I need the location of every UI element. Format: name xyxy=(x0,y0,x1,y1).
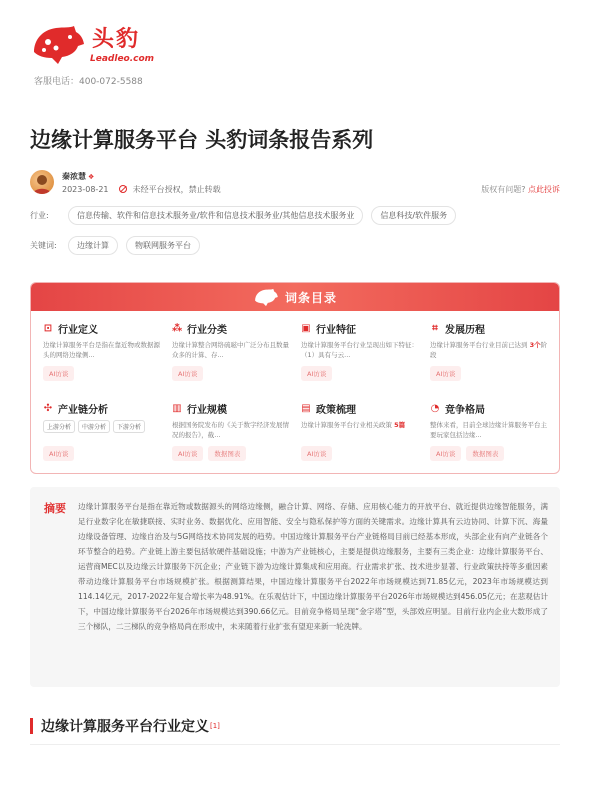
leopard-icon xyxy=(253,287,279,307)
ai-interview-button[interactable]: AI访谈 xyxy=(43,446,74,461)
history-icon: ⌗ xyxy=(432,323,438,334)
data-chart-button[interactable]: 数据图表 xyxy=(466,446,504,461)
copyright-text: 版权有问题? xyxy=(481,185,526,194)
chain-tag[interactable]: 下游分析 xyxy=(113,420,145,433)
publish-info xyxy=(62,184,221,195)
industry-label: 行业: xyxy=(30,211,49,220)
catalog-item-definition[interactable] xyxy=(43,321,164,393)
hotline: 客服电话：400-072-5588 xyxy=(34,77,143,87)
keywords-label: 关键词: xyxy=(30,241,57,250)
copyright-info xyxy=(481,184,560,195)
catalog-item-desc: 边缘计算服务平台是指在靠近物或数据源头的网络边缘侧... xyxy=(43,341,160,359)
data-chart-button[interactable]: 数据图表 xyxy=(208,446,246,461)
catalog-item-title: 政策梳理 xyxy=(316,405,356,416)
catalog-item-desc: 边缘计算服务平台行业呈现出如下特征：（1）具有与云... xyxy=(301,341,418,359)
section-divider xyxy=(30,744,560,745)
keyword-tag[interactable]: 边缘计算 xyxy=(68,236,118,255)
catalog-item-title: 行业特征 xyxy=(316,325,356,336)
catalog-panel xyxy=(30,282,560,474)
keywords-row xyxy=(30,236,208,255)
keyword-tag[interactable]: 物联网服务平台 xyxy=(126,236,200,255)
scale-icon: ▥ xyxy=(172,403,182,414)
ai-interview-button[interactable]: AI访谈 xyxy=(172,366,203,381)
catalog-item-feature[interactable] xyxy=(301,321,422,393)
feature-icon: ▣ xyxy=(301,323,311,334)
catalog-item-desc xyxy=(301,420,422,440)
catalog-title: 词条目录 xyxy=(284,290,337,305)
section-heading xyxy=(30,716,220,736)
catalog-item-title: 行业分类 xyxy=(187,325,227,336)
repost-notice: 未经平台授权，禁止转载 xyxy=(132,185,221,194)
catalog-item-title: 竞争格局 xyxy=(445,405,485,416)
catalog-item-competition[interactable] xyxy=(430,401,551,473)
catalog-item-desc-text: 边缘计算服务平台行业相关政策 xyxy=(301,421,395,429)
chain-tag[interactable]: 上游分析 xyxy=(43,420,75,433)
section-reference[interactable]: [1] xyxy=(210,722,220,730)
summary-box xyxy=(30,487,560,687)
catalog-item-policy[interactable] xyxy=(301,401,422,473)
definition-icon: ⊡ xyxy=(43,323,53,334)
ai-interview-button[interactable]: AI访谈 xyxy=(430,366,461,381)
chain-tags xyxy=(43,420,164,440)
catalog-item-title: 行业定义 xyxy=(58,325,98,336)
summary-text: 边缘计算服务平台是指在靠近物或数据源头的网络边缘侧，融合计算、网络、存储、应用核心能力的开放平台、就近提供边缘智能服务，满足行业数字化在敏捷联接、实时业务、数据优化、应用智能、安全与隐私保护等方面的关键需求。边缘计算具有云边协同、计算下沉、海量边缘设备管理、边缘自治及与5G网络技术协同发展的趋势。中国边缘计算服务平台产业链格局目前已经基本形成，头部企业有向产业链各个环节整合的趋势。产业链上游主要包括软硬件基础设施；中游为产业链核心，主要是提供边缘服务，主要有三类企业：边缘计算服务平台、运营商MEC以及边缘云计算服务下沉企业；产业链下游为边缘计算集成和应用商。行业需求扩张、技术进步显著、行业政策扶持等多重因素带动边缘计算服务平台市场规模扩张。根据测算结果，中国边缘计算服务平台2022年市场规模达到71.85亿元，2023年市场规模达到114.14亿元，2017-2022年复合增长率为48.91%。在乐观估计下，中国边缘计算服务平台2026年市场规模达到456.05亿元；在悲观估计下，中国边缘计算服务平台2026年市场规模达到390.66亿元。目前竞争格局呈现“金字塔”型，头部效应明显。目前行业内企业大数形成了三个梯队，二三梯队的竞争格局尚在形成中，未来随着行业扩张有望迎来新一轮洗牌。 xyxy=(78,502,548,631)
competition-icon: ◔ xyxy=(430,403,440,414)
catalog-item-title: 发展历程 xyxy=(445,325,485,336)
catalog-item-desc-text: 边缘计算服务平台行业目前已达到 xyxy=(430,341,528,349)
chain-tag[interactable]: 中游分析 xyxy=(78,420,110,433)
catalog-grid xyxy=(31,311,559,473)
ai-interview-button[interactable]: AI访谈 xyxy=(43,366,74,381)
catalog-item-scale[interactable] xyxy=(172,401,293,473)
catalog-item-chain[interactable] xyxy=(43,401,164,473)
catalog-item-title: 行业规模 xyxy=(187,405,227,416)
report-link[interactable]: 点此投诉 xyxy=(528,185,560,194)
summary-label: 摘要 xyxy=(44,502,66,515)
ai-interview-button[interactable]: AI访谈 xyxy=(301,446,332,461)
industry-row xyxy=(30,206,464,225)
catalog-item-title: 产业链分析 xyxy=(58,405,108,416)
ban-icon xyxy=(119,185,127,193)
industry-tag[interactable]: 信息科技/软件服务 xyxy=(371,206,456,225)
industry-tag[interactable]: 信息传输、软件和信息技术服务业/软件和信息技术服务业/其他信息技术服务业 xyxy=(68,206,363,225)
avatar-image xyxy=(30,170,54,194)
verified-icon: ❖ xyxy=(88,173,95,181)
catalog-item-desc: 根据国务院发布的《关于数字经济发展情况的报告》，截... xyxy=(172,421,289,439)
catalog-header xyxy=(31,283,559,311)
classification-icon: ⁂ xyxy=(172,323,183,334)
policy-icon: ▤ xyxy=(301,403,311,414)
section-accent-bar xyxy=(30,718,33,734)
catalog-item-desc: 整体来看，目前全球边缘计算服务平台主要玩家包括边缘... xyxy=(430,421,547,439)
catalog-item-desc: 边缘计算整合网络硫嗞中广泛分布且数量众多的计算、存... xyxy=(172,341,289,359)
catalog-item-desc xyxy=(430,340,551,360)
section-title: 边缘计算服务平台行业定义 xyxy=(41,719,209,735)
page-title: 边缘计算服务平台 头豹词条报告系列 xyxy=(30,128,374,152)
author-name[interactable] xyxy=(62,171,94,182)
catalog-item-desc-suffix: 阶段 xyxy=(430,341,548,359)
avatar[interactable] xyxy=(30,170,54,194)
ai-interview-button[interactable]: AI访谈 xyxy=(172,446,203,461)
ai-interview-button[interactable]: AI访谈 xyxy=(301,366,332,381)
leopard-icon xyxy=(30,22,86,66)
brand-name-en: Leadleo.com xyxy=(90,54,155,64)
catalog-item-classification[interactable] xyxy=(172,321,293,393)
author-name-text: 秦浓慧 xyxy=(62,172,86,181)
brand-name-cn: 头豹 xyxy=(92,27,141,52)
stage-count: 3个 xyxy=(529,341,541,349)
ai-interview-button[interactable]: AI访谈 xyxy=(430,446,461,461)
publish-date: 2023-08-21 xyxy=(62,185,109,194)
chain-icon: ✣ xyxy=(43,403,53,414)
brand-logo[interactable] xyxy=(30,20,155,72)
policy-count: 5篇 xyxy=(394,421,406,429)
catalog-item-history[interactable] xyxy=(430,321,551,393)
